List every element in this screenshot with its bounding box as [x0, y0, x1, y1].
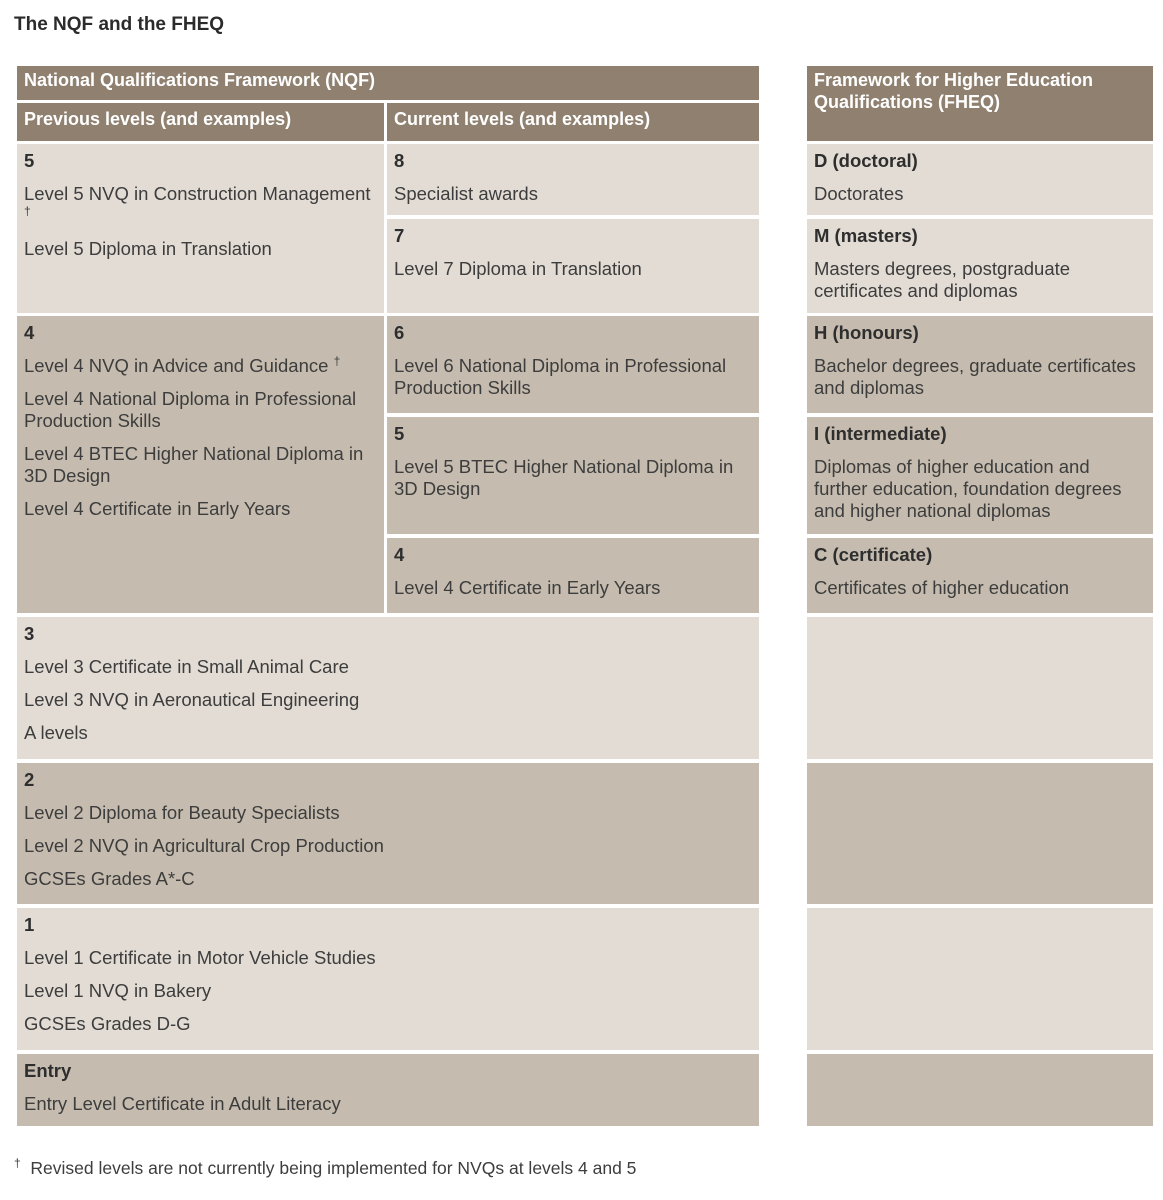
- fheq-level: I (intermediate): [814, 423, 947, 444]
- footnote-text: Revised levels are not currently being implemented for NVQs at levels 4 and 5: [30, 1158, 637, 1178]
- level-number: 1: [24, 914, 35, 935]
- example-text: GCSEs Grades A*-C: [24, 868, 195, 889]
- fheq-empty-cell: [807, 617, 1153, 759]
- example-text: Level 5 BTEC Higher National Diploma in 3D Design: [394, 456, 734, 499]
- fheq-description: Masters degrees, postgraduate certificates and diplomas: [814, 258, 1071, 301]
- fheq-level: D (doctoral): [814, 150, 918, 171]
- level-number: 5: [24, 150, 35, 171]
- fheq-honours-cell: [807, 316, 1153, 413]
- fheq-doctoral-cell: [807, 144, 1153, 215]
- prev-level-4-cell: [17, 316, 384, 613]
- example-text: Level 2 Diploma for Beauty Specialists: [24, 802, 340, 823]
- fheq-description: Diplomas of higher education and further education, foundation degrees and higher national diplomas: [814, 456, 1122, 521]
- level-3-cell: [17, 617, 759, 759]
- nqf-header: National Qualifications Framework (NQF): [17, 66, 759, 100]
- entry-level-cell: [17, 1054, 759, 1126]
- fheq-description: Doctorates: [814, 183, 904, 204]
- prev-level-5-cell: [17, 144, 384, 313]
- level-number: 2: [24, 769, 35, 790]
- example-text: Level 1 NVQ in Bakery: [24, 980, 212, 1001]
- level-number: 6: [394, 322, 405, 343]
- level-number: Entry: [24, 1060, 72, 1081]
- level-number: 8: [394, 150, 405, 171]
- fheq-masters-cell: [807, 219, 1153, 313]
- curr-levels-header: Current levels (and examples): [387, 103, 759, 141]
- example-text: A levels: [24, 722, 88, 743]
- level-number: 5: [394, 423, 405, 444]
- fheq-header: Framework for Higher Education Qualifications (FHEQ): [807, 66, 1153, 141]
- example-text: Level 5 NVQ in Construction Management †: [24, 183, 371, 218]
- level-number: 4: [24, 322, 35, 343]
- fheq-description: Certificates of higher education: [814, 577, 1070, 598]
- level-number: 3: [24, 623, 35, 644]
- example-text: Level 3 NVQ in Aeronautical Engineering: [24, 689, 360, 710]
- fheq-intermediate-cell: [807, 417, 1153, 534]
- example-text: Level 2 NVQ in Agricultural Crop Production: [24, 835, 384, 856]
- example-text: Level 7 Diploma in Translation: [394, 258, 642, 279]
- example-text: Level 4 Certificate in Early Years: [394, 577, 661, 598]
- level-1-cell: [17, 908, 759, 1050]
- level-number: 7: [394, 225, 405, 246]
- curr-level-5-cell: [387, 417, 759, 534]
- prev-levels-header: Previous levels (and examples): [17, 103, 384, 141]
- example-text: Level 4 Certificate in Early Years: [24, 498, 291, 519]
- example-text: Level 4 NVQ in Advice and Guidance †: [24, 353, 341, 376]
- fheq-description: Bachelor degrees, graduate certificates and diplomas: [814, 355, 1136, 398]
- example-text: Level 4 BTEC Higher National Diploma in 3D Design: [24, 443, 364, 486]
- curr-level-8-cell: [387, 144, 759, 215]
- fheq-level: H (honours): [814, 322, 919, 343]
- fheq-certificate-cell: [807, 538, 1153, 613]
- example-text: Level 3 Certificate in Small Animal Care: [24, 656, 349, 677]
- example-text: Level 6 National Diploma in Professional Production Skills: [394, 355, 727, 398]
- footnote: [14, 1158, 636, 1179]
- example-text: Level 4 National Diploma in Professional Production Skills: [24, 388, 357, 431]
- curr-level-7-cell: [387, 219, 759, 313]
- example-text: Specialist awards: [394, 183, 538, 204]
- curr-level-6-cell: [387, 316, 759, 413]
- example-text: Level 1 Certificate in Motor Vehicle Studies: [24, 947, 376, 968]
- fheq-empty-cell: [807, 908, 1153, 1050]
- fheq-empty-cell: [807, 1054, 1153, 1126]
- footnote-dagger: †: [14, 1156, 21, 1171]
- example-text: Entry Level Certificate in Adult Literacy: [24, 1093, 341, 1114]
- example-text: Level 5 Diploma in Translation: [24, 238, 272, 259]
- fheq-empty-cell: [807, 763, 1153, 904]
- curr-level-4-cell: [387, 538, 759, 613]
- level-2-cell: [17, 763, 759, 904]
- fheq-level: M (masters): [814, 225, 918, 246]
- fheq-level: C (certificate): [814, 544, 933, 565]
- level-number: 4: [394, 544, 405, 565]
- page-title: The NQF and the FHEQ: [14, 14, 225, 35]
- example-text: GCSEs Grades D-G: [24, 1013, 191, 1034]
